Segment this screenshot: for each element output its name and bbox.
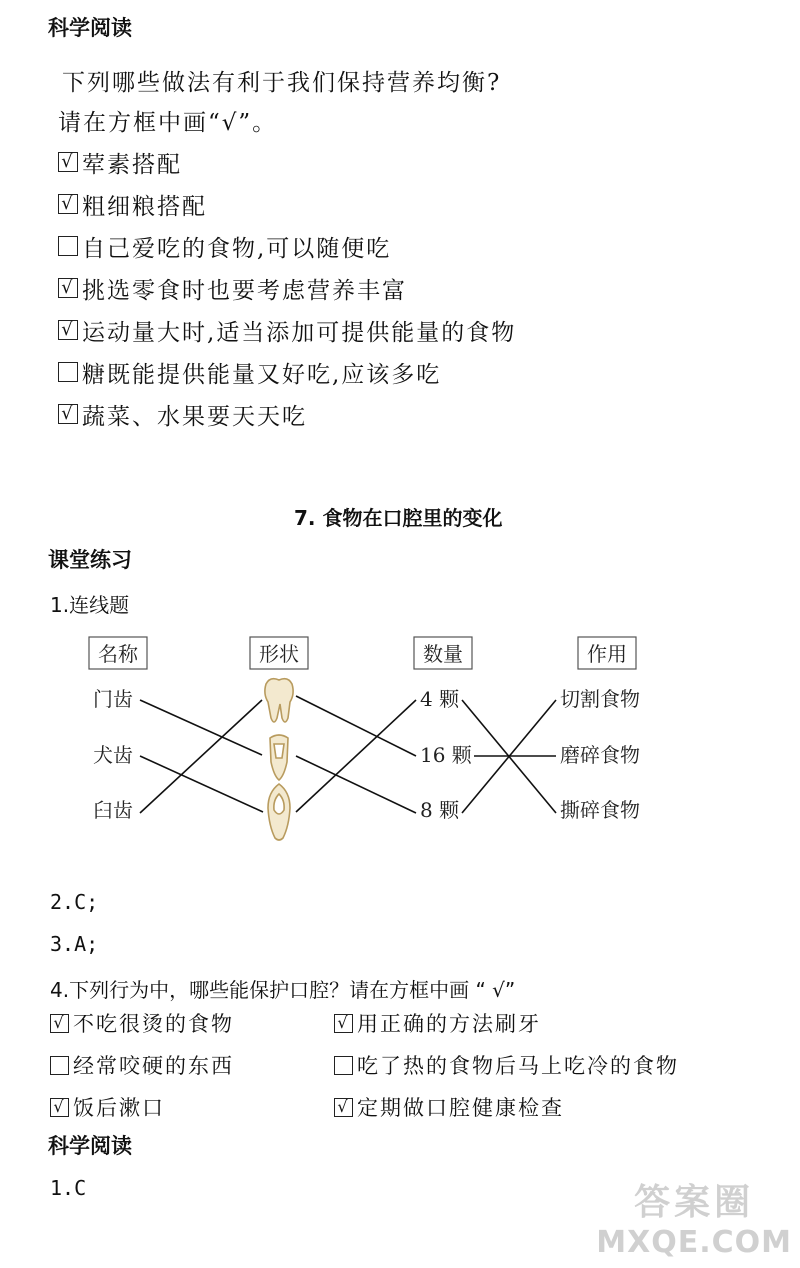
watermark-logo <box>596 1174 792 1260</box>
canine-tooth-icon <box>268 784 290 840</box>
watermark-line-1: 答案圈 <box>634 1182 755 1223</box>
count-16: 16 颗 <box>420 743 472 767</box>
checkbox[interactable]: √ <box>58 278 78 298</box>
watermark-line-2: MXQE.COM <box>596 1225 792 1260</box>
q4-option <box>334 1050 679 1080</box>
molar-tooth-icon <box>265 679 293 722</box>
q4-option-label: 用正确的方法刷牙 <box>357 1012 541 1036</box>
checklist-item-label: 蔬菜、水果要天天吃 <box>82 403 307 430</box>
checklist-item-label: 糖既能提供能量又好吃,应该多吃 <box>82 361 442 388</box>
checkbox[interactable]: √ <box>58 320 78 340</box>
question-line-2: 请在方框中画“√”。 <box>58 110 278 136</box>
q4-option-label: 不吃很烫的食物 <box>73 1012 234 1036</box>
q4-option-label: 饭后漱口 <box>73 1096 165 1120</box>
q4-option-label: 定期做口腔健康检查 <box>357 1096 564 1120</box>
q4-option <box>50 1050 234 1080</box>
checkbox[interactable]: √ <box>58 152 78 172</box>
practice-heading: 课堂练习 <box>48 548 132 572</box>
tooth-name-canine: 犬齿 <box>93 743 133 767</box>
checkbox[interactable]: √ <box>334 1014 353 1033</box>
use-cut: 切割食物 <box>560 687 640 711</box>
line-incisor-count <box>296 756 416 813</box>
checklist-item-label: 荤素搭配 <box>82 151 182 178</box>
q4-option-label: 吃了热的食物后马上吃冷的食物 <box>357 1054 679 1078</box>
checkbox[interactable] <box>50 1056 69 1075</box>
checkbox[interactable]: √ <box>58 194 78 214</box>
checkbox[interactable]: √ <box>50 1014 69 1033</box>
count-8: 8 颗 <box>420 798 460 822</box>
checklist-item-label: 挑选零食时也要考虑营养丰富 <box>82 277 407 304</box>
line-incisor-shape <box>140 700 262 755</box>
use-tear: 撕碎食物 <box>560 798 640 822</box>
header-use: 作用 <box>587 642 627 666</box>
line-molar-shape <box>140 700 262 813</box>
checkbox[interactable]: √ <box>58 404 78 424</box>
q4-option-label: 经常咬硬的东西 <box>73 1054 234 1078</box>
answer-2: 2.C; <box>50 890 99 914</box>
reading-answer: 1.C <box>50 1176 87 1200</box>
q4-option <box>334 1092 564 1122</box>
checklist-item-label: 运动量大时,适当添加可提供能量的食物 <box>82 319 517 346</box>
tooth-name-molar: 臼齿 <box>93 798 133 822</box>
checkbox[interactable]: √ <box>334 1098 353 1117</box>
tooth-name-incisor: 门齿 <box>93 687 133 711</box>
header-shape: 形状 <box>259 642 299 666</box>
q4-option <box>334 1008 541 1038</box>
q4-option <box>50 1092 165 1122</box>
line-canine-count <box>296 700 416 812</box>
question-line-1: 下列哪些做法有利于我们保持营养均衡? <box>62 70 502 96</box>
use-grind: 磨碎食物 <box>560 743 640 767</box>
answer-3: 3.A; <box>50 932 99 956</box>
reading-heading: 科学阅读 <box>48 1134 132 1158</box>
lesson-title: 7. 食物在口腔里的变化 <box>294 506 503 530</box>
checkbox[interactable]: √ <box>50 1098 69 1117</box>
line-molar-count <box>296 696 416 756</box>
header-name: 名称 <box>98 642 138 666</box>
question-1-label: 1.连线题 <box>50 593 130 617</box>
checkbox[interactable] <box>334 1056 353 1075</box>
count-4: 4 颗 <box>420 687 460 711</box>
line-canine-shape <box>140 756 263 812</box>
checklist-item-label: 粗细粮搭配 <box>82 193 207 220</box>
match-lines <box>140 696 556 813</box>
header-count: 数量 <box>423 642 463 666</box>
q4-option <box>50 1008 234 1038</box>
section-heading: 科学阅读 <box>48 16 132 40</box>
question-4-prompt: 4.下列行为中，哪些能保护口腔？请在方框中画 “ √” <box>50 978 516 1002</box>
checklist-item-label: 自己爱吃的食物,可以随便吃 <box>82 235 392 262</box>
incisor-tooth-icon <box>270 735 288 780</box>
